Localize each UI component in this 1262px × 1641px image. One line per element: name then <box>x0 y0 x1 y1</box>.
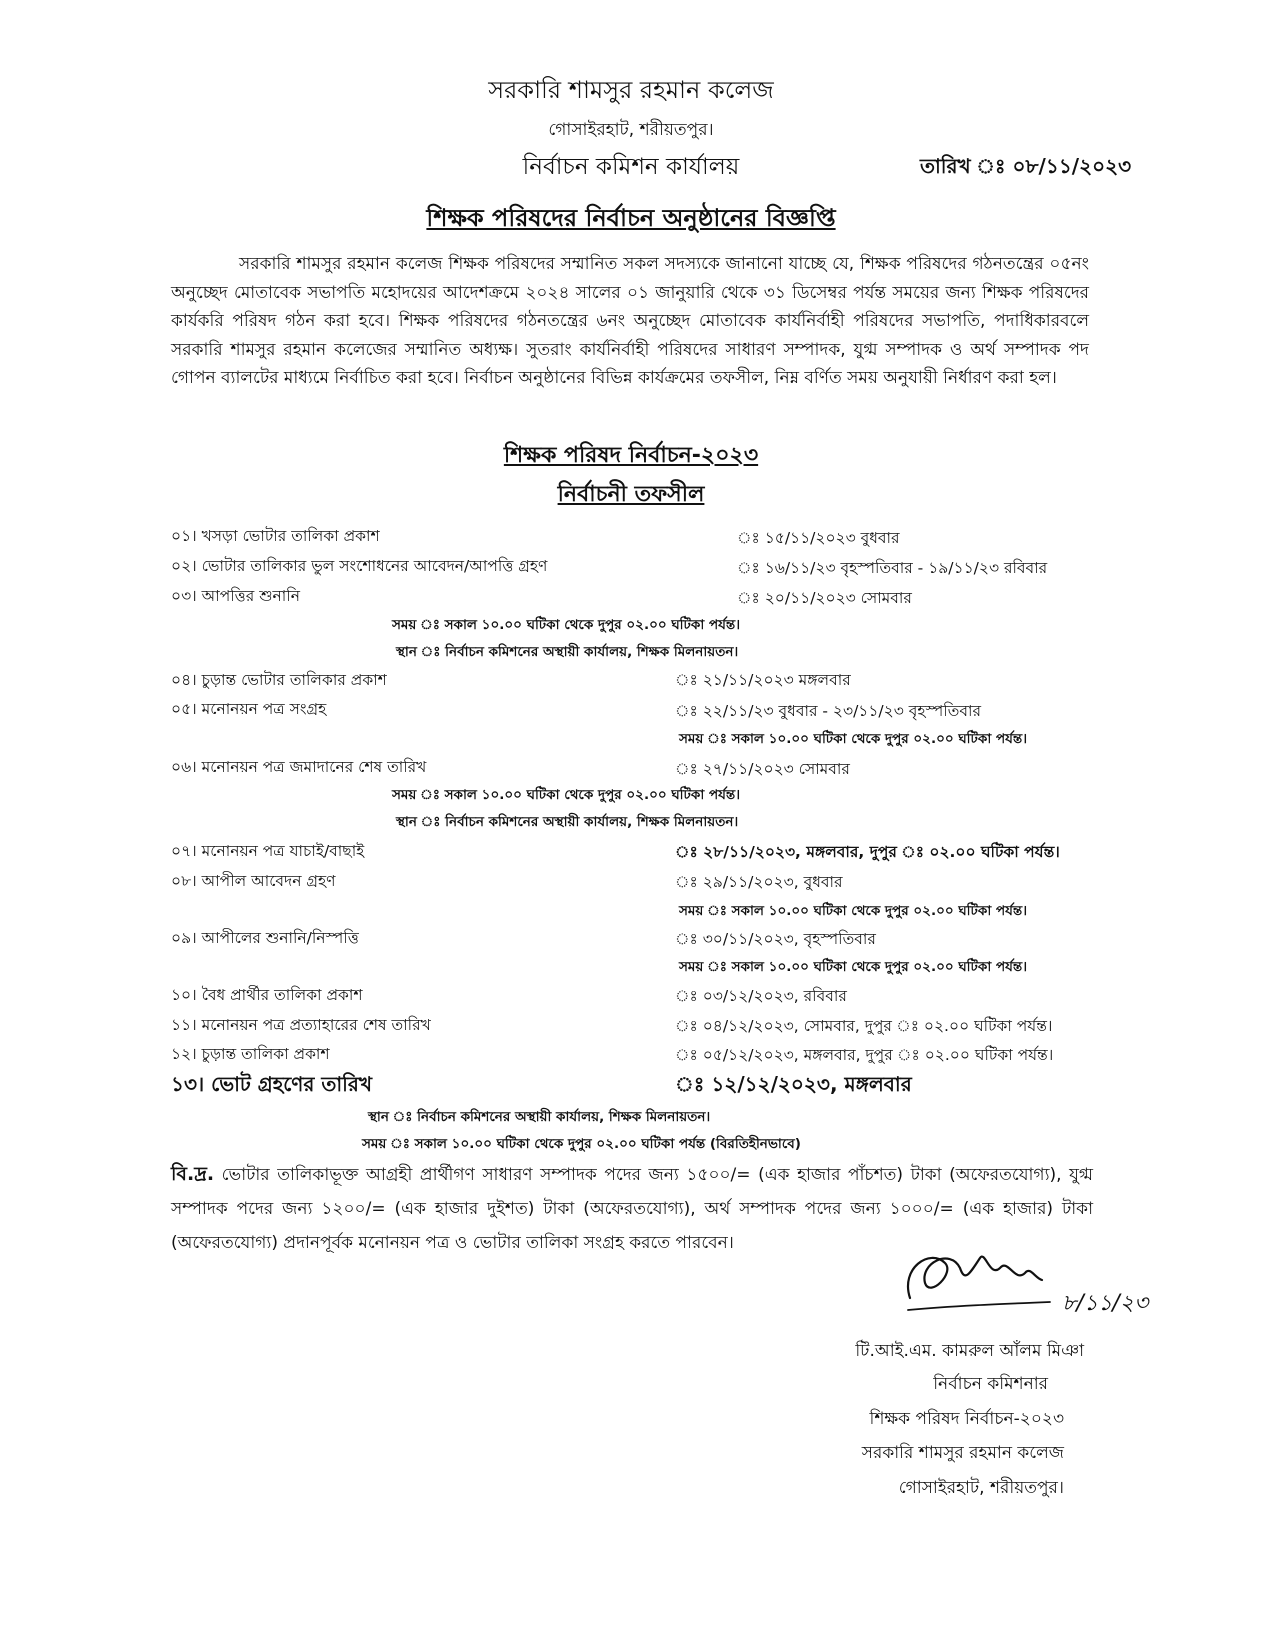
schedule-time-note-09: সময় ঃ সকাল ১০.০০ ঘটিকা থেকে দুপুর ০২.০০ ঘটিকা পর্যন্ত। <box>679 959 1028 975</box>
schedule-label-07: ০৭। মনোনয়ন পত্র যাচাই/বাছাই <box>171 842 365 860</box>
schedule-heading-text: শিক্ষক পরিষদ নির্বাচন-২০২৩ <box>503 443 759 468</box>
schedule-value-13: ঃ ১২/১২/২০২৩, মঙ্গলবার <box>675 1072 912 1096</box>
schedule-value-10: ঃ ০৩/১২/২০২৩, রবিবার <box>675 987 847 1005</box>
schedule-value-01: ঃ ১৫/১১/২০২৩ বুধবার <box>737 529 900 547</box>
schedule-value-07: ঃ ২৮/১১/২০২৩, মঙ্গলবার, দুপুর ঃ ০২.০০ ঘটিকা পর্যন্ত। <box>675 843 1060 861</box>
schedule-subheading <box>0 477 1262 514</box>
schedule-time-note-08: সময় ঃ সকাল ১০.০০ ঘটিকা থেকে দুপুর ০২.০০ ঘটিকা পর্যন্ত। <box>679 903 1028 919</box>
schedule-label-06: ০৬। মনোনয়ন পত্র জমাদানের শেষ তারিখ <box>171 758 427 776</box>
schedule-value-02: ঃ ১৬/১১/২৩ বৃহস্পতিবার - ১৯/১১/২৩ রবিবার <box>737 559 1048 577</box>
office-name: নির্বাচন কমিশন কার্যালয় <box>522 154 740 180</box>
footnote-text: ভোটার তালিকাভূক্ত আগ্রহী প্রার্থীগণ সাধারণ সম্পাদক পদের জন্য ১৫০০/= (এক হাজার পাঁচশত) টাকা (অফেরতযোগ্য), যুগ্ম সম্পাদক পদের জন্য ১২০০/= (এক হাজার দুইশত) টাকা (অফেরতযোগ্য), অর্থ সম্পাদক পদের জন্য ১০০০/= (এক হাজার) টাকা (অফেরতযোগ্য) প্রদানপূর্বক মনোনয়ন পত্র ও ভোটার তালিকা সংগ্রহ করতে পারবেন। <box>171 1165 1093 1253</box>
schedule-time-note-06: সময় ঃ সকাল ১০.০০ ঘটিকা থেকে দুপুর ০২.০০ ঘটিকা পর্যন্ত। <box>392 787 741 803</box>
schedule-value-11: ঃ ০৪/১২/২০২৩, সোমবার, দুপুর ঃ ০২.০০ ঘটিকা পর্যন্ত। <box>675 1017 1053 1035</box>
vote-time-note: সময় ঃ সকাল ১০.০০ ঘটিকা থেকে দুপুর ০২.০০ ঘটিকা পর্যন্ত (বিরতিহীনভাবে) <box>362 1136 801 1152</box>
college-name: সরকারি শামসুর রহমান কলেজ <box>488 76 774 104</box>
schedule-label-10: ১০। বৈধ প্রার্থীর তালিকা প্রকাশ <box>171 986 363 1004</box>
schedule-value-05: ঃ ২২/১১/২৩ বুধবার - ২৩/১১/২৩ বৃহস্পতিবার <box>675 702 981 720</box>
college-address: গোসাইরহাট, শরীয়তপুর। <box>548 120 714 140</box>
schedule-time-note-05: সময় ঃ সকাল ১০.০০ ঘটিকা থেকে দুপুর ০২.০০ ঘটিকা পর্যন্ত। <box>679 731 1028 747</box>
schedule-time-note: সময় ঃ সকাল ১০.০০ ঘটিকা থেকে দুপুর ০২.০০ ঘটিকা পর্যন্ত। <box>392 617 741 633</box>
notice-title <box>0 200 1262 240</box>
schedule-value-03: ঃ ২০/১১/২০২৩ সোমবার <box>737 589 912 607</box>
footnote-prefix: বি.দ্র. <box>171 1163 215 1185</box>
vote-venue-note: স্থান ঃ নির্বাচন কমিশনের অস্থায়ী কার্যালয়, শিক্ষক মিলনায়তন। <box>368 1109 711 1125</box>
schedule-venue-note: স্থান ঃ নির্বাচন কমিশনের অস্থায়ী কার্যালয়, শিক্ষক মিলনায়তন। <box>396 644 739 660</box>
schedule-label-13: ১৩। ভোট গ্রহণের তারিখ <box>171 1072 373 1096</box>
schedule-label-01: ০১। খসড়া ভোটার তালিকা প্রকাশ <box>171 527 380 545</box>
schedule-label-04: ০৪। চুড়ান্ত ভোটার তালিকার প্রকাশ <box>171 671 387 689</box>
handwritten-date: ৮/১১/২৩ <box>1062 1291 1149 1316</box>
notice-title-text: শিক্ষক পরিষদের নির্বাচন অনুষ্ঠানের বিজ্ঞপ্তি <box>426 204 836 232</box>
signatory-election: শিক্ষক পরিষদ নির্বাচন-২০২৩ <box>869 1409 1064 1429</box>
schedule-value-12: ঃ ০৫/১২/২০২৩, মঙ্গলবার, দুপুর ঃ ০২.০০ ঘটিকা পর্যন্ত। <box>675 1046 1054 1064</box>
schedule-heading <box>0 438 1262 475</box>
schedule-label-05: ০৫। মনোনয়ন পত্র সংগ্রহ <box>171 700 327 718</box>
schedule-value-09: ঃ ৩০/১১/২০২৩, বৃহস্পতিবার <box>675 930 876 948</box>
schedule-label-02: ০২। ভোটার তালিকার ভুল সংশোধনের আবেদন/আপত্তি গ্রহণ <box>171 557 548 575</box>
notice-date: তারিখ ঃ ০৮/১১/২০২৩ <box>920 154 1132 178</box>
signatory-title: নির্বাচন কমিশনার <box>933 1374 1048 1394</box>
signatory-name: টি.আই.এম. কামরুল আঁলম মিঞা <box>855 1341 1084 1361</box>
schedule-value-06: ঃ ২৭/১১/২০২৩ সোমবার <box>675 760 850 778</box>
schedule-label-08: ০৮। আপীল আবেদন গ্রহণ <box>171 872 336 890</box>
intro-paragraph: সরকারি শামসুর রহমান কলেজ শিক্ষক পরিষদের সম্মানিত সকল সদস্যকে জানানো যাচ্ছে যে, শিক্ষক পরিষদের গঠনতন্ত্রের ০৫নং অনুচ্ছেদ মোতাবেক সভাপতি মহোদয়ের আদেশক্রমে ২০২৪ সালের ০১ জানুয়ারি থেকে ৩১ ডিসেম্বর পর্যন্ত সময়ের জন্য শিক্ষক পরিষদের কার্যকরি পরিষদ গঠন করা হবে। শিক্ষক পরিষদের গঠনতন্ত্রের ৬নং অনুচ্ছেদ মোতাবেক কার্যনির্বাহী পরিষদের সভাপতি, পদাধিকারবলে সরকারি শামসুর রহমান কলেজের সম্মানিত অধ্যক্ষ। সুতরাং কার্যনির্বাহী পরিষদের সাধারণ সম্পাদক, যুগ্ম সম্পাদক ও অর্থ সম্পাদক পদ গোপন ব্যালটের মাধ্যমে নির্বাচিত করা হবে। নির্বাচন অনুষ্ঠানের বিভিন্ন কার্যক্রমের তফসীল, নিম্ন বর্ণিত সময় অনুযায়ী নির্ধারণ করা হল। <box>171 254 1089 388</box>
schedule-venue-note-06: স্থান ঃ নির্বাচন কমিশনের অস্থায়ী কার্যালয়, শিক্ষক মিলনায়তন। <box>396 814 739 830</box>
schedule-label-09: ০৯। আপীলের শুনানি/নিস্পত্তি <box>171 929 359 947</box>
schedule-label-12: ১২। চুড়ান্ত তালিকা প্রকাশ <box>171 1045 330 1063</box>
schedule-label-11: ১১। মনোনয়ন পত্র প্রত্যাহারের শেষ তারিখ <box>171 1016 431 1034</box>
signatory-college: সরকারি শামসুর রহমান কলেজ <box>861 1443 1064 1463</box>
schedule-value-04: ঃ ২১/১১/২০২৩ মঙ্গলবার <box>675 671 851 689</box>
schedule-subheading-text: নির্বাচনী তফসীল <box>557 482 705 507</box>
schedule-label-03: ০৩। আপত্তির শুনানি <box>171 587 300 605</box>
schedule-value-08: ঃ ২৯/১১/২০২৩, বুধবার <box>675 873 843 891</box>
signatory-address: গোসাইরহাট, শরীয়তপুর। <box>898 1478 1064 1498</box>
